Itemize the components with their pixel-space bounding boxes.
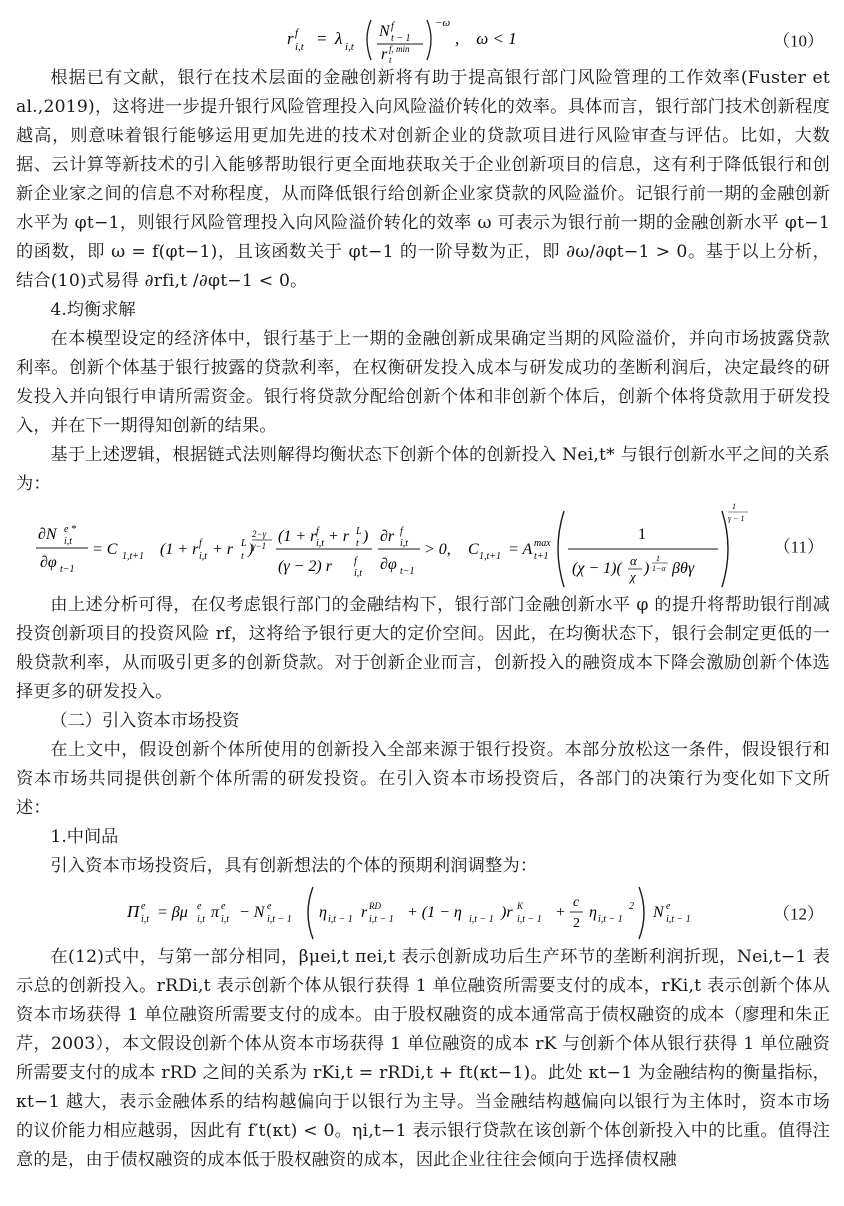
eq11-gt-zero: > 0, [424, 541, 451, 558]
eq11-outer-exp-den: γ − 1 [728, 514, 745, 523]
eq12-r-k-sup: K [517, 901, 524, 911]
eq11-frac3-den-sub: t−1 [400, 566, 415, 577]
eq12-n-end: N [653, 904, 664, 921]
paragraph-5: 在上文中，假设创新个体所使用的创新投入全部来源于银行投资。本部分放松这一条件，假设银行和资本市场共同提供创新个体所需的研发投资。在引入资本市场投资后，各部门的决策行为变化如下文所述： [16, 740, 830, 818]
eq12-lhs-sub: i,t [141, 914, 150, 925]
eq11-frac2-num-tail: + r [328, 528, 350, 545]
eq12-n-end-sup: e [666, 901, 671, 912]
eq10-lhs-sub: i,t [295, 41, 304, 53]
eq11-frac2-sup1: f [316, 526, 319, 537]
eq11-beta-theta-gamma: βθγ [672, 560, 695, 577]
eq12-eta1: η [319, 904, 327, 921]
eq11-a-sup: max [534, 538, 551, 549]
eq12-eta3-sub: i,t − 1 [598, 914, 623, 925]
eq11-one: 1 [638, 526, 646, 543]
eq11-small-exp-num: 1 [656, 554, 660, 563]
eq12-n-end-sub: i,t − 1 [666, 914, 691, 925]
eq10-numerator-sub: t − 1 [391, 33, 411, 44]
eq11-paren1-close: ) [248, 541, 254, 558]
eq10-eq-sign: = [317, 29, 327, 48]
eq12-minus-n: − N [239, 904, 265, 921]
eq12-mu-sub: i,t [197, 914, 206, 925]
eq12-pi-sub: i,t [221, 914, 230, 925]
equation-number-12: （12） [773, 904, 824, 924]
eq12-n-sup: e [267, 901, 272, 912]
eq12-pi-sup: e [221, 901, 226, 912]
eq11-frac2-num-close: ) [363, 528, 369, 545]
eq12-mu-sup: e [197, 901, 202, 912]
equation-11 [16, 499, 830, 591]
eq10-right-paren [427, 20, 431, 60]
eq11-c-term: = C [92, 541, 118, 558]
paragraph-1: 根据已有文献，银行在技术层面的金融创新将有助于提高银行部门风险管理的工作效率(Fuster et al.,2019)，这将进一步提升银行风险管理投入向风险溢价转化的效率。具体而言，银行部门技术创新程度越高，则意味着银行能够运用更加先进的技术对创新企业的贷款项目进行风险审查与评估。比如，大数据、云计算等新技术的引入能够帮助银行更全面地获取关于企业创新项目的信息，这有利于降低银行和创新企业家之间的信息不对称程度，从而降低银行给创新企业家贷款的风险溢价。记银行前一期的金融创新水平为 φt−1，则银行风险管理投入向风险溢价转化的效率 ω 可表示为银行前一期的金融创新水平 φt−1 的函数，即 ω = f(φt−1)，且该函数关于 φt−1 的一阶导数为正，即 ∂ω/∂φt−1 > 0。基于以上分析，结合(10)式易得 ∂rfi,t /∂φt−1 < 0。 [16, 68, 831, 291]
eq11-lhs-den-sub: t−1 [60, 564, 75, 575]
eq11-frac3-den: ∂φ [380, 556, 397, 573]
eq11-big-den-left: (χ − 1)( [572, 560, 622, 577]
eq11-c-sub: 1,t+1 [122, 551, 145, 562]
equation-number-11: （11） [773, 537, 824, 557]
eq11-paren1-sub1: i,t [199, 551, 208, 562]
eq12-eta3-sup: 2 [629, 901, 634, 912]
eq12-eta1-sub: i,t − 1 [328, 914, 353, 925]
equation-10 [16, 14, 830, 64]
paper-page [16, 14, 830, 1175]
eq12-r-rd-sub: i,t − 1 [369, 914, 394, 925]
eq11-small-exp-den: 1−α [652, 564, 666, 573]
eq12-lhs-sup: e [141, 901, 146, 912]
eq10-exponent: −ω [435, 17, 451, 29]
eq11-paren1-sub2: t [241, 551, 244, 562]
heading-intermediate-goods: 1.中间品 [50, 827, 119, 847]
paragraph-7: 在(12)式中，与第一部分相同，βμei,t πei,t 表示创新成功后生产环节的垄断利润折现，Nei,t−1 表示总的创新投入。rRDi,t 表示创新个体从银行获得 1 单位融资所需要支付的成本，rKi,t 表示创新个体从资本市场获得 1 单位融资所需要支付的成本。由于股权融资的成本通常高于债权融资的成本（廖理和朱正芹，2003），本文假设创新个体从资本市场获得 1 单位融资的成本 rK 与创新个体从银行获得 1 单位融资所需要支付的成本 rRD 之间的关系为 rKi,t = rRDi,t + ft(κt−1)。此处 κt−1 为金融结构的衡量指标，κt−1 越大，表示金融体系的结构越偏向于以银行为主导。当金融结构越偏向以银行为主体时，资本市场的议价能力相应越弱，因此有 f′t(κt) < 0。ηi,t−1 表示银行贷款在该创新个体创新投入中的比重。值得注意的是，由于债权融资的成本低于股权融资的成本，因此企业往往会倾向于选择债权融 [16, 947, 830, 1170]
eq12-r-rd-sup: RD [369, 901, 381, 911]
heading-equilibrium: 4.均衡求解 [50, 300, 136, 320]
eq11-frac2-sup2: L [356, 526, 362, 537]
eq11-paren1: (1 + r [160, 541, 199, 558]
eq10-numerator-sup: f [391, 21, 394, 32]
eq11-paren1-sup2: L [241, 538, 247, 549]
eq11-c2: C [468, 541, 479, 558]
equation-number-10: （10） [773, 31, 824, 51]
paragraph-6: 引入资本市场投资后，具有创新想法的个体的预期利润调整为： [50, 856, 538, 876]
eq11-alpha: α [630, 553, 637, 568]
eq11-lhs-den: ∂φ [40, 554, 57, 571]
eq10-denominator: r [381, 46, 388, 63]
eq12-two: 2 [573, 916, 580, 931]
eq11-frac2-den: (γ − 2) r [278, 558, 332, 575]
eq12-eta3: η [589, 904, 597, 921]
eq11-exp1: 2−γ [252, 529, 267, 539]
heading-capital-market: （二）引入资本市场投资 [50, 711, 240, 731]
eq12-r-k-close: )r [501, 904, 513, 921]
eq11-outer-exp-num: 1 [732, 502, 736, 511]
paragraph-3: 基于上述逻辑，根据链式法则解得均衡状态下创新个体的创新投入 Nei,t* 与银行创新水平之间的关系为： [16, 445, 830, 494]
eq10-lambda-sub: i,t [345, 41, 354, 53]
eq10-left-paren [367, 20, 371, 60]
equation-12-svg [123, 881, 723, 943]
paragraph-2: 在本模型设定的经济体中，银行基于上一期的金融创新成果确定当期的风险溢价，并向市场披露贷款利率。创新个体基于银行披露的贷款利率，在权衡研发投入成本与研发成功的垄断利润后，决定最终的研发投入并向银行申请所需资金。银行将贷款分配给创新个体和非创新个体后，创新个体将贷款用于研发投入，并在下一期得知创新的结果。 [16, 329, 830, 436]
eq12-r-rd: r [361, 904, 368, 921]
eq11-frac2-num: (1 + r [278, 528, 317, 545]
eq12-eta2-sub: i,t − 1 [469, 914, 494, 925]
eq10-numerator: N [379, 23, 390, 40]
eq11-chi: χ [630, 569, 636, 584]
paragraph-4: 由上述分析可得，在仅考虑银行部门的金融结构下，银行部门金融创新水平 φ 的提升将帮助银行削减投资创新项目的投资风险 rf，这将给予银行更大的定价空间。因此，在均衡状态下，银行会制定更低的一般贷款利率，从而吸引更多的创新贷款。对于创新企业而言，创新投入的融资成本下降会激励创新个体选择更多的研发投入。 [16, 595, 830, 702]
eq11-frac2-den-sup: f [354, 556, 357, 567]
eq11-exp1-den: γ−1 [252, 541, 267, 551]
eq12-pi: π [211, 904, 220, 921]
eq11-frac3-num-sup: f [400, 526, 403, 537]
eq11-frac2-den-sub: i,t [354, 568, 363, 579]
eq11-frac2-sub2: t [356, 538, 359, 549]
eq12-lhs: Π [127, 902, 140, 921]
eq11-big-left-paren [558, 511, 564, 587]
eq11-frac3-num-sub: i,t [400, 538, 409, 549]
eq11-c2-sub: 1,t+1 [479, 551, 502, 562]
eq10-lhs-sup: f [295, 27, 299, 39]
eq11-lhs-num-sup: e * [64, 524, 76, 535]
equation-12 [16, 881, 830, 943]
eq11-lhs-num: ∂N [38, 526, 57, 543]
eq12-c: c [573, 895, 580, 910]
eq12-left-paren [308, 887, 313, 939]
eq10-condition: , ω < 1 [455, 29, 517, 48]
equation-10-svg [283, 14, 563, 64]
eq12-r-k-sub: i,t − 1 [517, 914, 542, 925]
eq11-frac3-num: ∂r [380, 528, 395, 545]
eq12-plus-c: + [555, 904, 566, 921]
eq11-frac2-sub1: i,t [316, 538, 325, 549]
eq12-n-sub: i,t − 1 [267, 914, 292, 925]
eq10-lhs: r [287, 29, 294, 48]
eq10-denominator-sup: f, min [389, 44, 410, 54]
eq10-denominator-sub: t [389, 55, 392, 64]
eq12-right-paren [639, 887, 644, 939]
equation-11-svg [16, 499, 776, 591]
eq11-lhs-num-sub: i,t [64, 536, 73, 547]
eq11-paren1-mid: + r [212, 541, 234, 558]
eq12-eq-sign: = βμ [157, 904, 188, 921]
eq11-a-sub: t+1 [534, 551, 549, 562]
eq11-c2-eq: = A [508, 541, 533, 558]
eq11-big-den-right: ) [644, 560, 650, 577]
eq11-paren1-sup1: f [199, 538, 202, 549]
eq10-lambda: λ [335, 29, 343, 48]
eq12-plus-one: + (1 − η [407, 904, 462, 921]
